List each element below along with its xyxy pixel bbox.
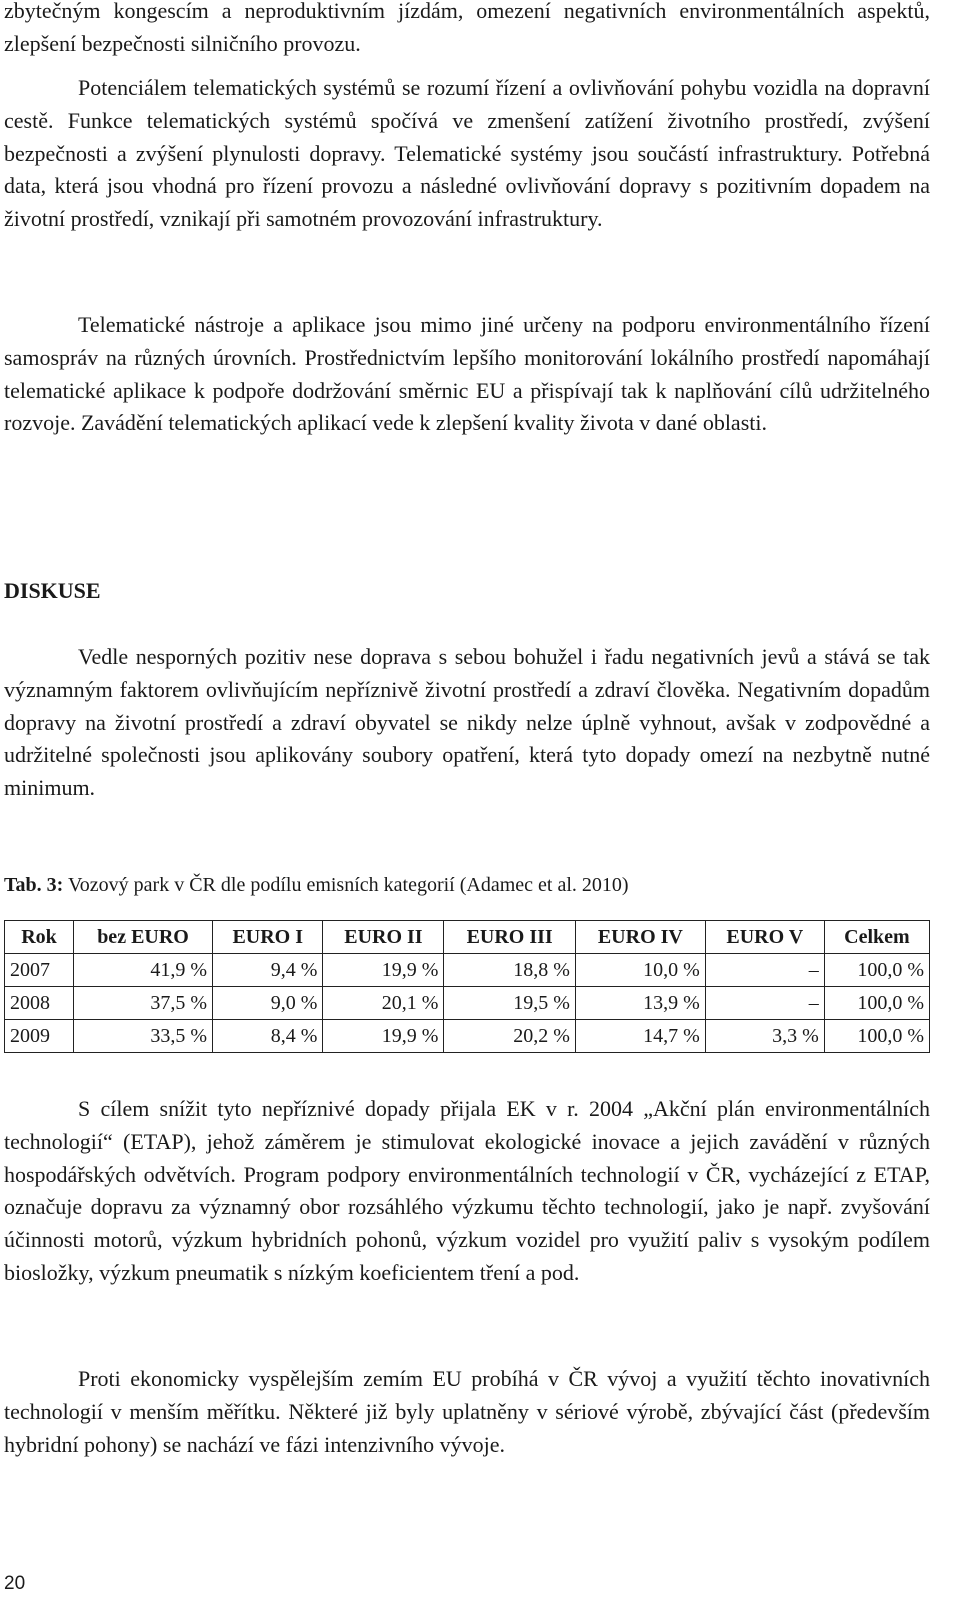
table-cell: 19,9 % xyxy=(323,954,444,987)
header-cell: EURO IV xyxy=(575,921,705,954)
table-cell: 14,7 % xyxy=(575,1020,705,1053)
section-heading: DISKUSE xyxy=(4,578,101,603)
header-cell: Celkem xyxy=(824,921,929,954)
paragraph-3: Telematické nástroje a aplikace jsou mimo jiné určeny na podporu environmentálního řízení samospráv na různých úrovních. Prostřednictvím lepšího monitorování lokálního prostředí napomáhají telematické aplikace k podpoře dodržování směrnic EU a přispívají tak k naplňování cílů udržitelného rozvoje. Zavádění telematických aplikací vede k zlepšení kvality života v dané oblasti. xyxy=(4,312,930,436)
table-cell: 3,3 % xyxy=(705,1020,824,1053)
table-cell: 9,0 % xyxy=(213,987,323,1020)
header-cell: Rok xyxy=(5,921,74,954)
table-row xyxy=(5,954,930,987)
table-cell: – xyxy=(705,987,824,1020)
table-cell: 10,0 % xyxy=(575,954,705,987)
header-cell: EURO V xyxy=(705,921,824,954)
table-caption xyxy=(4,870,629,900)
emission-table xyxy=(4,920,930,1053)
table-cell: 2008 xyxy=(5,987,74,1020)
header-cell: bez EURO xyxy=(74,921,213,954)
paragraph-6: Proti ekonomicky vyspělejším zemím EU probíhá v ČR vývoj a využití těchto inovativních technologií v menším měřítku. Některé již byly uplatněny v sériové výrobě, zbývající část (především hybridní pohony) se nachází ve fázi intenzivního vývoje. xyxy=(4,1366,930,1457)
table-cell: 2009 xyxy=(5,1020,74,1053)
table-row xyxy=(5,1020,930,1053)
header-cell: EURO III xyxy=(444,921,575,954)
table-row xyxy=(5,987,930,1020)
table-cell: – xyxy=(705,954,824,987)
header-cell: EURO I xyxy=(213,921,323,954)
table-cell: 33,5 % xyxy=(74,1020,213,1053)
header-cell: EURO II xyxy=(323,921,444,954)
paragraph-2: Potenciálem telematických systémů se rozumí řízení a ovlivňování pohybu vozidla na dopravní cestě. Funkce telematických systémů spočívá ve zmenšení zatížení životního prostředí, zvýšení bezpečnosti a zvýšení plynulosti dopravy. Telematické systémy jsou součástí infrastruktury. Potřebná data, která jsou vhodná pro řízení provozu a následné ovlivňování dopravy s pozitivním dopadem na životní prostředí, vznikají při samotném provozování infrastruktury. xyxy=(4,75,930,232)
table-cell: 100,0 % xyxy=(824,1020,929,1053)
table-cell: 37,5 % xyxy=(74,987,213,1020)
table-cell: 41,9 % xyxy=(74,954,213,987)
table-header-row xyxy=(5,921,930,954)
page-number: 20 xyxy=(4,1573,26,1594)
table-cell: 8,4 % xyxy=(213,1020,323,1053)
table-cell: 13,9 % xyxy=(575,987,705,1020)
table-cell: 19,9 % xyxy=(323,1020,444,1053)
table-cell: 9,4 % xyxy=(213,954,323,987)
paragraph-4: Vedle nesporných pozitiv nese doprava s sebou bohužel i řadu negativních jevů a stává se tak významným faktorem ovlivňujícím nepříznivě životní prostředí a zdraví člověka. Negativním dopadům dopravy na životní prostředí a zdraví obyvatel se nikdy nelze úplně vyhnout, avšak v zodpovědné a udržitelné společnosti jsou aplikovány soubory opatření, která tyto dopady omezí na nezbytně nutné minimum. xyxy=(4,644,930,801)
table-cell: 20,1 % xyxy=(323,987,444,1020)
table-cell: 19,5 % xyxy=(444,987,575,1020)
paragraph-1: zbytečným kongescím a neproduktivním jízdám, omezení negativních environmentálních aspektů, zlepšení bezpečnosti silničního provozu. xyxy=(4,0,930,56)
paragraph-5: S cílem snížit tyto nepříznivé dopady přijala EK v r. 2004 „Akční plán environmentálních technologií“ (ETAP), jehož záměrem je stimulovat ekologické inovace a jejich zavádění v různých hospodářských odvětvích. Program podpory environmentálních technologií v ČR, vycházející z ETAP, označuje dopravu za významný obor rozsáhlého výzkumu těchto technologií, jako je např. zvyšování účinnosti motorů, výzkum hybridních pohonů, výzkum vozidel pro využití paliv s vysokým podílem biosložky, výzkum pneumatik s nízkým koeficientem tření a pod. xyxy=(4,1096,930,1285)
table-cell: 100,0 % xyxy=(824,987,929,1020)
table-cell: 2007 xyxy=(5,954,74,987)
table-cell: 100,0 % xyxy=(824,954,929,987)
table-caption-text: Vozový park v ČR dle podílu emisních kategorií (Adamec et al. 2010) xyxy=(67,874,629,896)
table-caption-label: Tab. 3: xyxy=(4,874,64,896)
table-cell: 20,2 % xyxy=(444,1020,575,1053)
table-cell: 18,8 % xyxy=(444,954,575,987)
